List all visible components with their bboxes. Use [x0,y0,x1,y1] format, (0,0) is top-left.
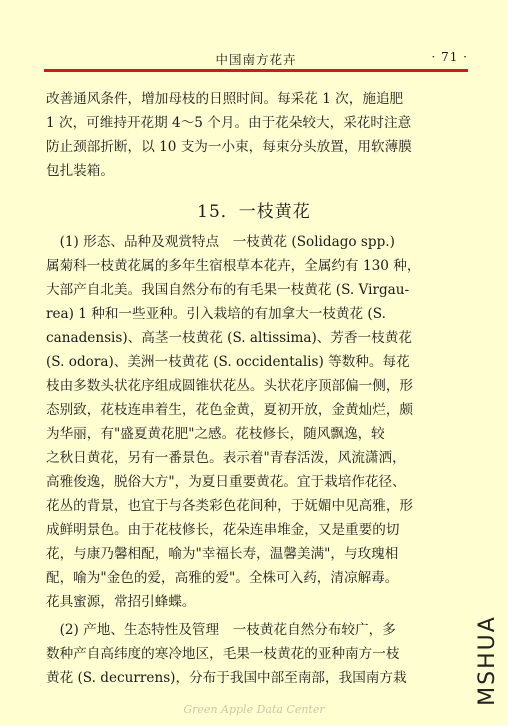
text-line: 态别致，花枝连串着生，花色金黄，夏初开放，金黄灿烂，颇 [46,402,414,418]
section-paragraph-2 [46,618,468,690]
section-heading: 15．一枝黄花 [197,202,311,222]
side-logo [472,608,502,713]
text-line: rea) 1 种和一些亚种。引入栽培的有加拿大一枝黄花 (S. [46,306,386,322]
text-line: 花具蜜源，常招引蜂蝶。 [46,594,196,610]
text-line: 1 次，可维持开花期 4～5 个月。由于花朵较大，采花时注意 [46,115,412,131]
watermark: Green Apple Data Center [183,703,325,716]
running-header-title: 中国南方花卉 [215,52,297,67]
text-line: 高雅俊逸，脱俗大方"，为夏日重要黄花。宜于栽培作花径、 [46,474,406,490]
header-rule [44,69,468,72]
text-line: 防止颈部折断，以 10 支为一小束，每束分头放置，用软薄膜 [46,139,412,155]
text-line: canadensis)、高茎一枝黄花 (S. altissima)、芳香一枝黄花 [46,330,412,346]
text-line: 包扎装箱。 [46,163,114,179]
text-line: 大部产自北美。我国自然分布的有毛果一枝黄花 (S. Virgau- [46,282,410,298]
text-line: 花丛的背景，也宜于与各类彩色花间种，于妩媚中见高雅，形 [46,498,414,514]
text-line: 花，与康乃馨相配，喻为"幸福长寿，温馨美满"，与玫瑰相 [46,546,399,562]
text-line: 配，喻为"金色的爱，高雅的爱"。全株可入药，清凉解毒。 [46,570,399,586]
text-line: 数种产自高纬度的寒冷地区，毛果一枝黄花的亚种南方一枝 [46,646,400,662]
section-paragraph-1 [46,230,468,614]
text-line: 属菊科一枝黄花属的多年生宿根草本花卉，全属约有 130 种， [46,258,421,274]
running-header [44,50,468,68]
text-line: (S. odora)、美洲一枝黄花 (S. occidentalis) 等数种。每花 [46,354,410,370]
text-line: 黄花 (S. decurrens)，分布于我国中部至南部，我国南方栽 [46,670,407,686]
text-line: 之秋日黄花，另有一番景色。表示着"青春活泼，风流潇洒， [46,450,406,466]
text-line: 为华丽，有"盛夏黄花肥"之感。花枝修长，随风飘逸，较 [46,426,385,442]
side-logo-text: MSHUA [474,615,500,706]
text-line: 成鲜明景色。由于花枝修长，花朵连串堆金，又是重要的切 [46,522,400,538]
page-number: · 71 · [431,50,468,64]
text-line: 改善通风条件，增加母枝的日照时间。每采花 1 次，施追肥 [46,91,404,107]
text-line: (2) 产地、生态特性及管理 一枝黄花自然分布较广，多 [46,622,396,638]
text-line: (1) 形态、品种及观赏特点 一枝黄花 (Solidago spp.) [46,234,395,250]
text-line: 枝由多数头状花序组成圆锥状花丛。头状花序顶部偏一侧，形 [46,378,414,394]
intro-paragraph [46,87,468,183]
